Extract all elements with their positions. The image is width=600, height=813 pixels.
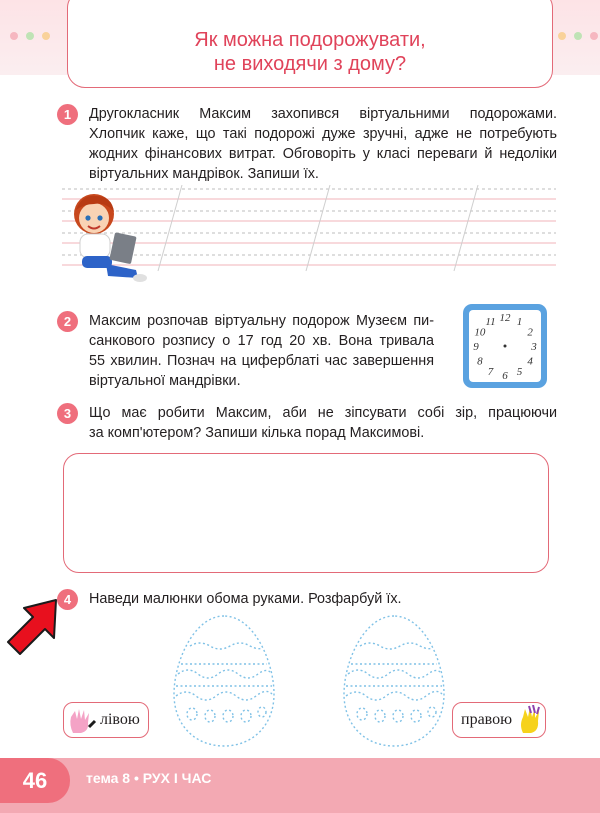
dot-decoration xyxy=(42,32,50,40)
answer-box[interactable] xyxy=(63,453,549,573)
clock-number: 11 xyxy=(485,315,496,328)
page-title-box xyxy=(67,0,553,88)
right-hand-text: правою xyxy=(461,711,513,728)
dot-decoration xyxy=(558,32,566,40)
clock-number: 6 xyxy=(502,370,508,382)
footer-topic: тема 8 • РУХ І ЧАС xyxy=(86,770,212,786)
task-1-line: віртуальних мандрівок. Запиши їх. xyxy=(89,166,319,182)
dot-decoration xyxy=(574,32,582,40)
task-3-text xyxy=(89,403,557,443)
task-2-line: Максим розпочав віртуальну подорож Музеєм пи- xyxy=(89,313,434,329)
clock-number: 8 xyxy=(477,355,483,368)
page-title-line2: не виходячи з дому? xyxy=(213,53,407,75)
task-number-1: 1 xyxy=(57,104,78,125)
egg-left-tracing[interactable] xyxy=(170,612,278,750)
clock-number: 5 xyxy=(516,366,523,379)
clock-face[interactable] xyxy=(461,302,549,390)
task-number-3: 3 xyxy=(57,403,78,424)
task-1-line: Хлопчик каже, що такі подорожі дуже зручні, адже не потребують xyxy=(89,126,557,142)
clock-number: 1 xyxy=(516,315,523,328)
clock-number: 10 xyxy=(474,326,486,339)
task-number-2: 2 xyxy=(57,311,78,332)
page-number: 46 xyxy=(0,758,70,803)
task-2-line: санкового розпису о 17 год 20 хв. Вона тривала xyxy=(89,333,434,349)
task-2-line: 55 хвилин. Познач на циферблаті час завершення xyxy=(89,353,434,369)
dot-decoration xyxy=(10,32,18,40)
clock-number: 9 xyxy=(473,341,479,353)
task-4-text xyxy=(89,589,557,609)
page-title-line1: Як можна подорожувати, xyxy=(194,29,426,51)
left-hand-text: лівою xyxy=(100,711,140,728)
task-3-line: Що має робити Максим, аби не зіпсувати собі зір, працюючи xyxy=(89,405,557,421)
task-1-line: Другокласник Максим захопився віртуальними подорожами. xyxy=(89,106,557,122)
clock-number: 4 xyxy=(527,355,533,368)
right-hand-icon xyxy=(519,705,545,735)
red-arrow-icon xyxy=(4,596,60,658)
clock-number: 7 xyxy=(487,366,494,379)
dot-decoration xyxy=(26,32,34,40)
left-hand-label xyxy=(63,702,149,738)
clock-number: 12 xyxy=(499,312,511,324)
right-hand-label xyxy=(452,702,546,738)
egg-right-tracing[interactable] xyxy=(340,612,448,750)
task-number-4: 4 xyxy=(57,589,78,610)
task-2-line: віртуальної мандрівки. xyxy=(89,373,241,389)
task-2-text xyxy=(89,311,434,391)
boy-with-laptop-illustration xyxy=(62,190,148,284)
left-hand-icon xyxy=(67,707,97,735)
task-1-line: жодних фінансових витрат. Обговоріть у класі переваги й недоліки xyxy=(89,146,557,162)
clock-number: 2 xyxy=(527,326,533,339)
task-4-line: Наведи малюнки обома руками. Розфарбуй їх. xyxy=(89,591,402,607)
clock-number: 3 xyxy=(531,341,537,353)
task-1-text xyxy=(89,104,557,184)
dot-decoration xyxy=(590,32,598,40)
task-3-line: за комп'ютером? Запиши кілька порад Максимові. xyxy=(89,425,425,441)
